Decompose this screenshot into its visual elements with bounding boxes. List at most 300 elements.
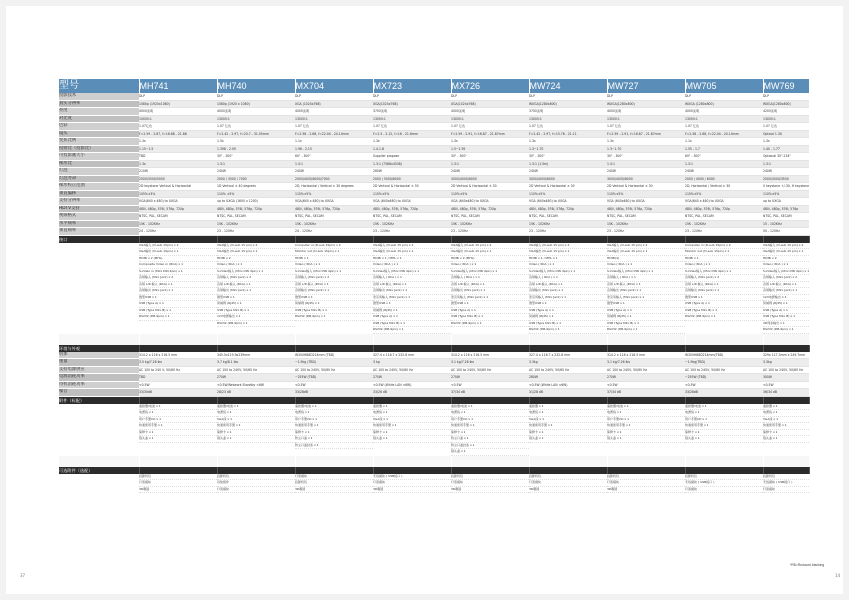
- spec-value: DLP: [295, 93, 373, 100]
- footnote: *RB=Reduced blanking: [790, 563, 825, 567]
- env-value: <0.5W: [763, 381, 809, 389]
- accessories-cell: [295, 404, 373, 456]
- spec-row: [59, 160, 809, 168]
- spec-value: 15K - 102KHz: [139, 220, 217, 228]
- ports-cell-line: Composite Video in (RCA) x 1: [139, 262, 217, 269]
- spec-value: 4000流明: [217, 108, 295, 116]
- env-value: AC 100 to 240V, 50/60 Hz: [217, 366, 295, 374]
- ports-row-label: 接口: [59, 235, 139, 243]
- accessories-cell-line: 电源线 x 1: [373, 410, 451, 417]
- optional-cell-line: 无线模块 ( USB接口 ): [685, 480, 763, 487]
- ports-cell-line: 音频 L/R 输入 (RCA) x 1: [451, 282, 529, 289]
- ports-cell-line: Video ( RCA ) x 1: [451, 262, 529, 269]
- ports-cell-line: HDMI x 1 / MHL x 1: [529, 256, 607, 263]
- gap-cell: [607, 456, 685, 467]
- env-value: AC 100 to 240V, 50/60 Hz: [685, 366, 763, 374]
- accessories-cell-line: 快速使用手册 x 1: [451, 423, 529, 430]
- spec-value: 1.3x: [373, 138, 451, 146]
- spec-row: [59, 205, 809, 213]
- ports-cell-line: RS232 (DB-9pin) x 1: [451, 321, 529, 328]
- section-bar-cell: [529, 345, 607, 352]
- ports-cell: [763, 243, 809, 334]
- accessories-cell-line: 遥控器/电池 x 1: [295, 404, 373, 411]
- ports-cell-line: 麦克风输入 (Mini Jack) x 1: [607, 295, 685, 302]
- env-value: 3 kg: [373, 359, 451, 367]
- spec-value: 480i, 480p, 576i, 576p, 720p: [373, 205, 451, 213]
- ports-cell-line: VGA输入 (D-sub 15 pin) x 2: [217, 243, 295, 250]
- ports-cell-line: S-Video输入 (Mini DIN 4pin) x 1: [451, 269, 529, 276]
- spec-row: [59, 175, 809, 183]
- spec-label: 垂直频率: [59, 228, 139, 236]
- spec-value: 2D, Horizontal / Vertical ± 30 degrees: [295, 183, 373, 191]
- env-value: <0.5W (While LAN <6W): [373, 381, 451, 389]
- env-value: 345.5x119.9x239mm: [217, 352, 295, 359]
- section-bar-cell: [685, 396, 763, 404]
- spec-value: 2D Vertical & Horizontal ± 30: [373, 183, 451, 191]
- ports-cell-line: RS232 (DB-9pin) x 1: [607, 327, 685, 334]
- spec-value: 1.1x: [295, 138, 373, 146]
- gap-cell: [685, 456, 763, 467]
- accessories-cell-line: 防尘口盖 x 1: [295, 436, 373, 443]
- accessories-cell-line: 用户手册CD x 1: [451, 417, 529, 424]
- section-bar-cell: [529, 396, 607, 404]
- spec-value: 3000/4000/6000: [607, 175, 685, 183]
- spec-value: 13000:1: [529, 115, 607, 123]
- optional-cell-line: 灯泡模块: [529, 480, 607, 487]
- spec-value: 4000流明: [451, 108, 529, 116]
- ports-cell-line: 微型USB x 1: [529, 301, 607, 308]
- ports-cell-line: Video ( RCA ) x 1: [529, 262, 607, 269]
- env-value: 33/26 dB: [373, 389, 451, 397]
- spec-value: 3000/4000/6000: [529, 175, 607, 183]
- optional-cell: [763, 474, 809, 494]
- spec-value: 1.3x: [139, 160, 217, 168]
- section-bar-cell: [139, 396, 217, 404]
- accessories-cell-line: 遥控器/电池 x 1: [685, 404, 763, 411]
- spec-value: 3000/4000/6000: [451, 175, 529, 183]
- spec-value: NTSC, PAL, SECAM: [529, 213, 607, 221]
- ports-cell-line: Monitor out (D-sub 15pin) x 1: [685, 249, 763, 256]
- section-bar-cell: [139, 235, 217, 243]
- env-value: 36/34 dB: [763, 389, 809, 397]
- accessories-cell-line: 电源线 x 1: [217, 410, 295, 417]
- spec-value: 2D keystone Vertical & Horizontal: [139, 183, 217, 191]
- env-value: <0.5W: [685, 381, 763, 389]
- accessories-cell: [451, 404, 529, 456]
- accessories-cell-line: 保修卡 x 1: [763, 430, 809, 437]
- ports-cell-line: VGA输出 (D-sub 15pin) x 1: [139, 249, 217, 256]
- spec-value: 480i, 480p, 576i, 576p, 720p: [685, 205, 763, 213]
- env-value: 28/23 dB: [217, 389, 295, 397]
- spec-value: F=2.59 - 2.91, f=16.87 - 21.87mm: [451, 130, 529, 138]
- env-value: ~255W (TBD): [685, 374, 763, 382]
- section-bar-cell: [763, 467, 809, 474]
- ports-cell-line: 音频 L/R 输入 (RCA) x 1: [529, 282, 607, 289]
- env-value: 270W: [373, 374, 451, 382]
- spec-value: 1.3:1: [451, 160, 529, 168]
- optional-cell-line: 灯泡模块: [139, 480, 217, 487]
- ports-cell-line: 音频 L/R 输入 (RCA) x 1: [295, 282, 373, 289]
- env-value: 270W: [607, 374, 685, 382]
- accessories-cell-line: 防尘口盖封条 x 1: [295, 443, 373, 450]
- spec-value: 2D Vertical & Horizontal ± 30: [529, 183, 607, 191]
- ports-cell-line: 局域网 (RJ45) x 1: [373, 308, 451, 315]
- spec-label: HDTV支持: [59, 205, 139, 213]
- spec-value: DLP: [607, 93, 685, 100]
- ports-cell-line: RS232 (DB-9pin) x 1: [295, 314, 373, 321]
- model-name: MW724: [529, 79, 607, 93]
- spec-value: 13000:1: [217, 115, 295, 123]
- section-bar-cell: [763, 345, 809, 352]
- spec-value: 30" - 300": [607, 153, 685, 161]
- spec-value: 13000:1: [607, 115, 685, 123]
- gap-cell: [59, 456, 139, 467]
- ports-cell-line: USB (Type Mini B) x 1: [373, 321, 451, 328]
- ports-cell-line: VGA输入 (D-sub 15pin) x 2: [139, 243, 217, 250]
- env-value: 37/34 dB: [451, 389, 529, 397]
- env-value: 329x 117.3mm x 249.7mm: [763, 352, 809, 359]
- spec-value: 110% ±5%: [217, 190, 295, 198]
- spec-value: 1.3x: [529, 138, 607, 146]
- env-value: AC 100 to 240V, 50/60 Hz: [529, 366, 607, 374]
- spec-row: [59, 93, 809, 100]
- optional-cell-line: 3D眼镜: [373, 487, 451, 494]
- env-value: 37/34 dB: [607, 389, 685, 397]
- spec-label: 梯形比: [59, 160, 139, 168]
- section-bar-cell: [685, 235, 763, 243]
- section-bar-cell: [295, 467, 373, 474]
- env-value: <0.5W: [607, 381, 685, 389]
- optional-cell-line: 灯泡模块: [607, 480, 685, 487]
- accessories-cell-line: 防尘口盖 x 1: [451, 436, 529, 443]
- spec-label: 视频格式: [59, 213, 139, 221]
- section-bar-cell: [451, 467, 529, 474]
- spec-value: 105%±3%: [139, 190, 217, 198]
- spec-value: 1.3x: [607, 138, 685, 146]
- spec-value: WXGA(1280x800): [763, 100, 809, 108]
- env-value: <0.5W: [139, 381, 217, 389]
- ports-cell-line: VGA输入 (D-sub 15 pin) x 2: [763, 243, 809, 250]
- section-bar-cell: [607, 467, 685, 474]
- section-bar-cell: [685, 467, 763, 474]
- spec-value: 240W: [295, 168, 373, 176]
- optional-cell-line: 投影机包: [763, 474, 809, 481]
- accessories-cell-line: 镜头盖 x 1: [139, 436, 217, 443]
- spec-row: [59, 123, 809, 131]
- ports-cell-line: 微型USB x 1: [451, 301, 529, 308]
- spec-value: 1.15~1.5: [139, 145, 217, 153]
- accessories-cell-line: 保修卡 x 1: [451, 430, 529, 437]
- accessories-cell-line: 遥控器 x 1: [529, 404, 607, 411]
- env-value: 314.2 x 116 x 216.5 mm: [451, 352, 529, 359]
- section-bar-cell: [373, 396, 451, 404]
- env-value: 270W: [451, 374, 529, 382]
- spec-value: DLP: [139, 93, 217, 100]
- spec-value: Optional 30"-234": [763, 153, 809, 161]
- ports-cell-line: VGA输入 (D-sub 15 pin) x 2: [451, 243, 529, 250]
- spec-label: 灯泡寿命: [59, 175, 139, 183]
- ports-cell-line: 微型USB x 1: [295, 295, 373, 302]
- gap-cell: [763, 456, 809, 467]
- ports-cell-line: 音频输出 (Mini Jack) x 1: [529, 288, 607, 295]
- spec-value: NTSC, PAL, SECAM: [607, 213, 685, 221]
- spec-label: 灯泡: [59, 168, 139, 176]
- spec-value: 15K - 102KHz: [295, 220, 373, 228]
- accessories-cell-line: 镜头盖 x 1: [373, 436, 451, 443]
- spec-sheet-page: [6, 6, 843, 594]
- ports-cell-line: 微型USB x 1: [373, 301, 451, 308]
- spec-value: 240W: [685, 168, 763, 176]
- ports-cell-line: 局域网 (RJ45) x 1: [607, 314, 685, 321]
- ports-cell-line: 局域网 (RJ45) x 1: [763, 301, 809, 308]
- optional-cell-line: 投影机包: [139, 474, 217, 481]
- optional-cell-line: 灯泡模块: [373, 480, 451, 487]
- section-bar-cell: [295, 396, 373, 404]
- ports-cell-line: 麦克风输入 (Mini Jack) x 1: [373, 295, 451, 302]
- accessories-cell-line: 电源线 x 1: [139, 410, 217, 417]
- ports-cell-line: RS232 (DB-9pin) x 1: [529, 327, 607, 334]
- spec-value: WXGA(1280x800): [607, 100, 685, 108]
- ports-cell-line: USB (Type A) x 1: [607, 308, 685, 315]
- section-bar-cell: [607, 396, 685, 404]
- env-value: ~1.9kg (TBD): [295, 359, 373, 367]
- accessories-cell-line: 电源线 x 1: [295, 410, 373, 417]
- ports-cell-line: 音频输入 (Mini Jack) x 2: [139, 275, 217, 282]
- accessories-cell-line: 电源线 x 1: [685, 410, 763, 417]
- ports-cell-line: 局域网 (RJ45) x 1: [295, 301, 373, 308]
- accessories-cell-line: VGA线 x 1: [217, 417, 295, 424]
- spec-row: [59, 228, 809, 236]
- ports-cell-line: 音频输出 (Mini Jack) x 1: [685, 288, 763, 295]
- optional-cell-line: 灯泡模块: [217, 487, 295, 494]
- accessories-cell-line: 用户手册CD x 1: [685, 417, 763, 424]
- spec-value: NTSC, PAL, SECAM: [295, 213, 373, 221]
- ports-cell-line: 局域网 (RJ45) x 1: [529, 314, 607, 321]
- optional-cell-line: 投影机包: [607, 474, 685, 481]
- optional-cell-line: 灯泡模块: [451, 480, 529, 487]
- spec-table: [59, 79, 810, 493]
- spec-value: 110%±5%: [763, 190, 809, 198]
- env-value: 280W: [529, 374, 607, 382]
- spec-value: 210W: [139, 168, 217, 176]
- ports-cell-line: HDMI x 2: [217, 256, 295, 263]
- spec-value: 1.07 亿色: [763, 123, 809, 131]
- ports-cell-line: Video ( RCA ) x 1: [607, 262, 685, 269]
- section-bar-cell: [139, 467, 217, 474]
- ports-cell-line: S-Video输入 (Mini DIN 4pin) x 1: [529, 269, 607, 276]
- spec-value: 480i, 480p, 576i, 576p, 720p: [451, 205, 529, 213]
- spec-value: 1.398 - 2.09: [217, 145, 295, 153]
- optional-cell-line: 灯泡模块: [763, 487, 809, 494]
- accessories-cell-line: 保修卡 x 1: [373, 430, 451, 437]
- spec-value: 1.3:1: [295, 160, 373, 168]
- spec-value: 2000 / 3500 / 7000: [217, 175, 295, 183]
- accessories-cell-line: 快速使用手册 x 1: [217, 423, 295, 430]
- model-name: MW705: [685, 79, 763, 93]
- spec-value: DLP: [685, 93, 763, 100]
- env-value: ~255W (TBD): [295, 374, 373, 382]
- model-header-row: [59, 79, 809, 93]
- spec-value: F=2.42 - 2.97, f=15.76 - 21.11: [529, 130, 607, 138]
- spec-value: 30" - 300": [451, 153, 529, 161]
- spec-value: 1.5x: [217, 138, 295, 146]
- spec-value: 480i, 480p, 576i, 576p, 720p: [607, 205, 685, 213]
- accessories-cell-line: 电源线 x 1: [607, 410, 685, 417]
- section-bar-cell: [139, 345, 217, 352]
- spec-value: 1.3x: [451, 138, 529, 146]
- accessories-cell-line: 快速使用手册 x 1: [373, 423, 451, 430]
- accessories-cell-line: 快速使用手册 x 1: [295, 423, 373, 430]
- ports-cell-line: 3D同步输出 x 1: [763, 321, 809, 328]
- ports-cell-line: HDMI x 1: [685, 256, 763, 263]
- ports-cell-line: VGA输出 (D-sub 15 pin) x 1: [373, 249, 451, 256]
- spec-value: F=2.42 - 2.97, f=20.7 - 31.05mm: [217, 130, 295, 138]
- ports-cell-line: Video ( RCA ) x 1: [763, 262, 809, 269]
- spec-value: XGA(1024x768): [373, 100, 451, 108]
- ports-cell-line: 音频 L/R 输入 (RCA) x 1: [217, 282, 295, 289]
- accessories-cell-line: 遥控器/电池 x 1: [607, 404, 685, 411]
- optional-cell-line: 3D眼镜: [139, 487, 217, 494]
- optional-row-header: [59, 467, 809, 474]
- optional-cell-line: 投影机包: [529, 474, 607, 481]
- gap-row: [59, 334, 809, 345]
- spec-value: 480i, 480p, 576i, 576p, 720p: [295, 205, 373, 213]
- ports-cell-line: USB (Type Mini B) x 1: [685, 308, 763, 315]
- env-value: AC 100 to 240V, 50/60 Hz: [373, 366, 451, 374]
- accessories-cell-line: 保修卡 x 1: [685, 430, 763, 437]
- spec-value: 1.55 - 1.7: [685, 145, 763, 153]
- spec-value: F=2.59 - 2.87, f=16.88 - 21.88: [139, 130, 217, 138]
- model-name: MW769: [763, 79, 809, 93]
- ports-cell-line: 微型USB x 1: [607, 301, 685, 308]
- ports-cell-line: Monitor out (D-sub 15pin) x 1: [295, 249, 373, 256]
- env-value: <0.5W: [295, 381, 373, 389]
- ports-cell-line: 音频 L/R 输入 (RCA) x 1: [685, 282, 763, 289]
- accessories-cell-line: VGA线 x 1: [373, 417, 451, 424]
- spec-value: Supplier propose: [373, 153, 451, 161]
- spec-value: 13000:1: [451, 115, 529, 123]
- spec-value: 1.07 亿色: [217, 123, 295, 131]
- section-bar-cell: [217, 396, 295, 404]
- spec-row: [59, 213, 809, 221]
- section-bar-cell: [607, 345, 685, 352]
- spec-table-body: [59, 79, 809, 493]
- ports-cell: [451, 243, 529, 334]
- env-value: W300H88D214mm(TBD): [685, 352, 763, 359]
- optional-cell: [217, 474, 295, 494]
- optional-cell-line: 投影机包: [685, 474, 763, 481]
- ports-cell-line: USB (Type A) x 1: [763, 308, 809, 315]
- spec-value: 23 - 120Hz: [451, 228, 529, 236]
- spec-value: NTSC, PAL, SECAM: [451, 213, 529, 221]
- spec-value: 1.07 亿色: [685, 123, 763, 131]
- section-bar-cell: [529, 467, 607, 474]
- gap-cell: [451, 456, 529, 467]
- env-value: 31/28 dB: [529, 389, 607, 397]
- spec-row: [59, 108, 809, 116]
- env-row: [59, 381, 809, 389]
- spec-value: 15K - 102KHz: [373, 220, 451, 228]
- ports-cell-line: HDMI x 2: [763, 256, 809, 263]
- spec-value: 110%±5%: [529, 190, 607, 198]
- spec-label: 可投影画大小: [59, 153, 139, 161]
- ports-cell-line: USB (Type A) x 1: [451, 308, 529, 315]
- accessories-cell: [529, 404, 607, 456]
- spec-value: NTSC, PAL, SECAM: [685, 213, 763, 221]
- optional-cell: [529, 474, 607, 494]
- model-name: MH740: [217, 79, 295, 93]
- spec-value: 23 - 120Hz: [529, 228, 607, 236]
- ports-cell-line: RS232 (DB-9pin) x 1: [373, 327, 451, 334]
- ports-cell-line: 局域网 (RJ45) x 1: [217, 301, 295, 308]
- model-name: MX723: [373, 79, 451, 93]
- ports-cell-line: USB (Type Mini B) x 1: [295, 308, 373, 315]
- optional-cell: [139, 474, 217, 494]
- accessories-cell-line: 遥控器 x 1: [763, 404, 809, 411]
- section-bar-cell: [295, 345, 373, 352]
- spec-value: 1.3:1 (1.5m): [529, 160, 607, 168]
- spec-value: 1.07 亿色: [607, 123, 685, 131]
- ports-cell-line: 音频 L/R 输入 (RCA) x 1: [139, 282, 217, 289]
- ports-cell-line: USB (Type Mini B) x 1: [529, 321, 607, 328]
- env-row: [59, 359, 809, 367]
- spec-label: 水平频率: [59, 220, 139, 228]
- spec-value: 280W: [373, 168, 451, 176]
- spec-value: NTSC, PAL, SECAM: [139, 213, 217, 221]
- accessories-cell: [607, 404, 685, 456]
- spec-value: 15K - 102KHz: [685, 220, 763, 228]
- spec-value: WXGA (1280x800): [685, 100, 763, 108]
- ports-cell-line: Video ( RCA ) x 1: [373, 262, 451, 269]
- ports-cell-line: RS232 (DB-9pin) x 1: [763, 327, 809, 334]
- spec-row: [59, 168, 809, 176]
- accessories-cell-line: 电源线 x 1: [763, 410, 809, 417]
- spec-value: 15K - 102KHz: [451, 220, 529, 228]
- section-bar-cell: [451, 235, 529, 243]
- env-value: TBD: [139, 374, 217, 382]
- spec-value: 50 - 120Hz: [763, 228, 809, 236]
- spec-value: 2000 / 5000/6000: [373, 175, 451, 183]
- header-label: 型号: [59, 79, 139, 93]
- spec-value: 1.5~1.95: [451, 145, 529, 153]
- accessories-row-spacer: [59, 404, 139, 456]
- section-bar-cell: [529, 235, 607, 243]
- spec-row: [59, 153, 809, 161]
- ports-cell-line: VGA输出 (D-sub 15 pin) x 1: [529, 249, 607, 256]
- env-value: 33/28dB: [685, 389, 763, 397]
- accessories-cell: [685, 404, 763, 456]
- env-value: 327.4 x 116.7 x 232.8 mm: [373, 352, 451, 359]
- accessories-cell-line: 保修卡 x 1: [217, 430, 295, 437]
- ports-cell-line: Video ( RCA ) x 1: [295, 262, 373, 269]
- ports-cell-line: S-Video输入 (Mini DIN 4pin) x 1: [295, 269, 373, 276]
- optional-cell: [373, 474, 451, 494]
- accessories-cell-line: 遥控器 x 1: [373, 404, 451, 411]
- ports-cell-line: VGA输出 (D-sub 15 pin) x 1: [451, 249, 529, 256]
- ports-cell-line: 12V电源输出 x 1: [763, 295, 809, 302]
- spec-value: 1.3:1: [607, 160, 685, 168]
- spec-value: F=2.56 - 2.68, f=22.04 - 24.14mm: [295, 130, 373, 138]
- gap-cell: [217, 334, 295, 345]
- spec-value: 1.07 亿色: [373, 123, 451, 131]
- gap-cell: [529, 334, 607, 345]
- spec-value: 240W: [607, 168, 685, 176]
- accessories-cell-line: 快速使用手册 x 1: [685, 423, 763, 430]
- spec-value: XGA(1024x768): [451, 100, 529, 108]
- spec-value: 1.3~1.70: [529, 145, 607, 153]
- ports-cell: [217, 243, 295, 334]
- spec-value: 2D Vertical & Horizontal ± 30: [607, 183, 685, 191]
